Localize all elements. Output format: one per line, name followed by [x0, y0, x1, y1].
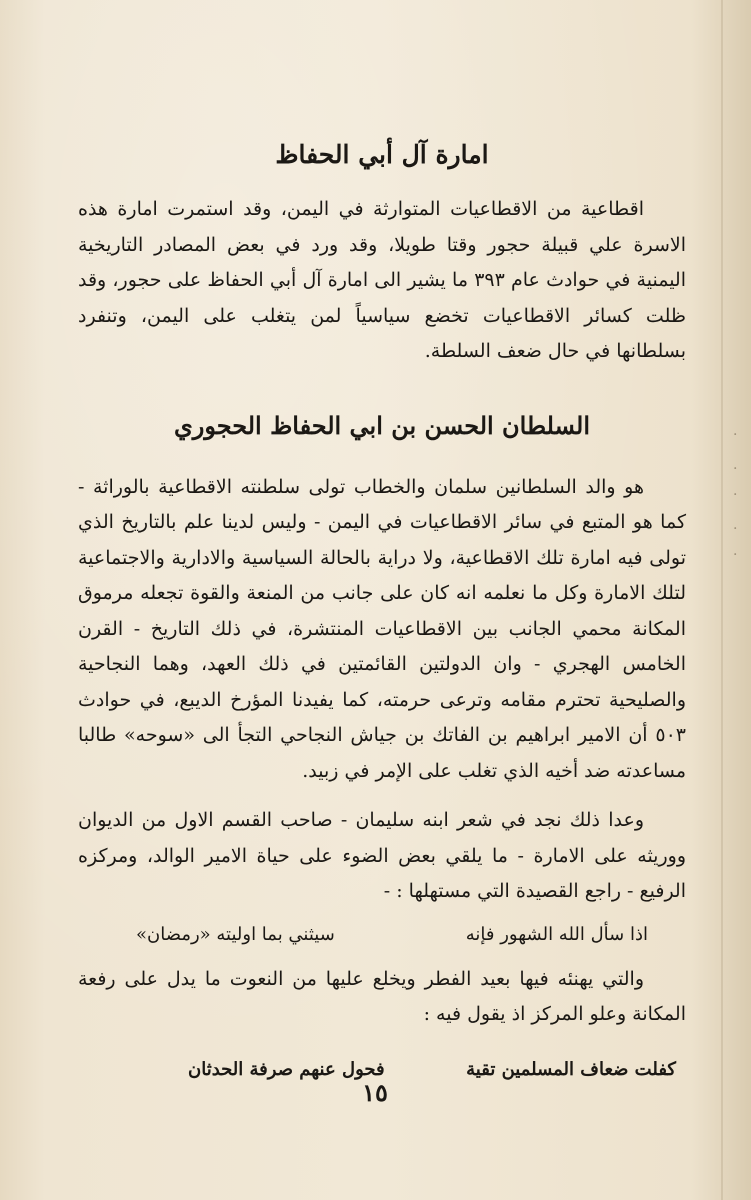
- section-subtitle: السلطان الحسن بن ابي الحفاظ الحجوري: [173, 410, 591, 440]
- intro-paragraph: اقطاعية من الاقطاعيات المتوارثة في اليمن، وقد استمرت امارة هذه الاسرة علي قبيلة حجور وقتا طويلا، وقد ورد في بعض المصادر التاريخية اليمنية في حوادث عام ٣٩٣ ما يشير الى امارة آل أبي الحفاظ على حجور، وقد ظلت كسائر الاقطاعيات تخضع سياسياً لمن يتغلب على اليمن، وتنفرد بسلطانها في حال ضعف السلطة.: [78, 198, 686, 362]
- verse-2-second-hemistich: فحول عنهم صرفة الحدثان: [188, 1058, 385, 1080]
- verse-2-first-hemistich: كفلت ضعاف المسلمين تقية: [466, 1058, 676, 1080]
- page-content: [78, 130, 686, 1097]
- body-paragraph-2: وعدا ذلك نجد في شعر ابنه سليمان - صاحب القسم الاول من الديوان ووريثه على الامارة - ما يلقي بعض الضوء على حياة الامير الوالد، ومركزه الرفيع - راجع القصيدة التي مستهلها : -: [78, 809, 686, 902]
- verse-1-first-hemistich: اذا سأل الله الشهور فإنه: [465, 923, 648, 945]
- body-paragraph-3: والتي يهنئه فيها بعيد الفطر ويخلع عليها من النعوت ما يدل على رفعة المكانة وعلو المركز اذ يقول فيه :: [78, 967, 686, 1025]
- page-number: ١٥: [362, 1078, 388, 1107]
- page-title: امارة آل أبي الحفاظ: [275, 140, 489, 169]
- verse-line-1: [78, 918, 686, 952]
- verse-1-second-hemistich: سيثني بما اوليته «رمضان»: [136, 923, 335, 945]
- page-fold-shadow: [721, 0, 723, 1200]
- body-paragraph-1: هو والد السلطانين سلمان والخطاب تولى سلطنته الاقطاعية بالوراثة - كما هو المتبع في سائر الاقطاعيات في اليمن - وليس لدينا علم بالتاريخ الذي تولى فيه امارة تلك الاقطاعية، ولا دراية بالحالة السياسية والادارية والاجتماعية لتلك الامارة وكل ما نعلمه انه كان على جانب من المنعة والقوة تجعله مرموق المكانة محمي الجانب بين الاقطاعيات المنتشرة، في ذلك التاريخ - القرن الخامس الهجري - وان الدولتين القائمتين في ذلك العهد، وهما النجاحية والصليحية تحترم مقامه وترعى حرمته، كما يفيدنا المؤرخ الديبع، في حوادث ٥٠٣ أن الامير ابراهيم بن الفاتك بن جياش النجاحي التجأ الى «سوحه» طالبا مساعدته ضد أخيه الذي تغلب على الإمر في زبيد.: [78, 475, 686, 782]
- margin-ink-marks: · . · . ·: [733, 427, 738, 563]
